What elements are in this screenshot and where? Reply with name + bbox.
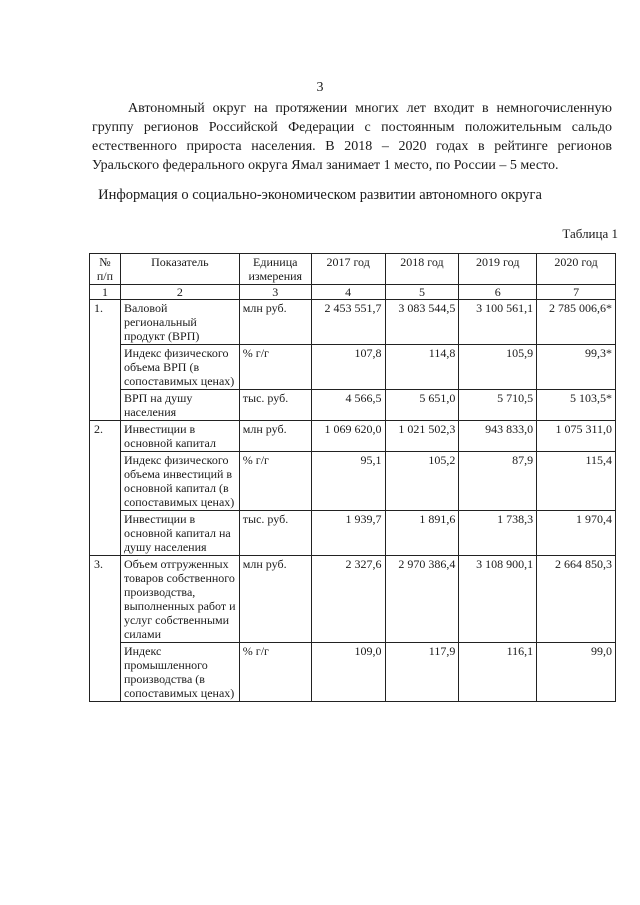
value-cell-2017: 2 327,6 — [311, 556, 385, 643]
indicator-cell: Объем отгруженных товаров собственного производства, выполненных работ и услуг собственными силами — [120, 556, 239, 643]
value-cell-2020: 2 785 006,6* — [537, 300, 616, 345]
table-row — [90, 390, 616, 421]
value-cell-2018: 3 083 544,5 — [385, 300, 459, 345]
value-cell-2017: 2 453 551,7 — [311, 300, 385, 345]
index-cell: 5 — [385, 285, 459, 300]
value-cell-2018: 105,2 — [385, 452, 459, 511]
table-row — [90, 345, 616, 390]
header-cell: 2017 год — [311, 254, 385, 285]
value-cell-2018: 1 021 502,3 — [385, 421, 459, 452]
page-number: 3 — [316, 80, 324, 95]
unit-cell: млн руб. — [239, 556, 311, 643]
value-cell-2019: 87,9 — [459, 452, 537, 511]
index-cell: 6 — [459, 285, 537, 300]
value-cell-2019: 105,9 — [459, 345, 537, 390]
indicator-cell: ВРП на душу населения — [120, 390, 239, 421]
unit-cell: тыс. руб. — [239, 390, 311, 421]
table-row — [90, 300, 616, 345]
value-cell-2020: 115,4 — [537, 452, 616, 511]
value-cell-2019: 116,1 — [459, 643, 537, 702]
value-cell-2017: 109,0 — [311, 643, 385, 702]
table-row — [90, 421, 616, 452]
unit-cell: % г/г — [239, 345, 311, 390]
value-cell-2020: 99,3* — [537, 345, 616, 390]
header-cell: 2020 год — [537, 254, 616, 285]
value-cell-2019: 5 710,5 — [459, 390, 537, 421]
header-cell: 2018 год — [385, 254, 459, 285]
indicators-table — [89, 253, 616, 702]
value-cell-2017: 4 566,5 — [311, 390, 385, 421]
value-cell-2017: 95,1 — [311, 452, 385, 511]
indicator-cell: Валовой региональный продукт (ВРП) — [120, 300, 239, 345]
value-cell-2020: 1 075 311,0 — [537, 421, 616, 452]
indicator-cell: Инвестиции в основной капитал на душу населения — [120, 511, 239, 556]
value-cell-2020: 1 970,4 — [537, 511, 616, 556]
table-row — [90, 511, 616, 556]
unit-cell: млн руб. — [239, 300, 311, 345]
table-row — [90, 452, 616, 511]
indicator-cell: Индекс промышленного производства (в сопоставимых ценах) — [120, 643, 239, 702]
intro-paragraph: Автономный округ на протяжении многих лет входит в немногочисленную группу регионов Российской Федерации с постоянным положительным сальдо естественного прироста населения. В 2018 – 2020 годах в рейтинге регионов Уральского федерального округа Ямал занимает 1 место, по России – 5 место. — [92, 101, 612, 173]
value-cell-2019: 3 108 900,1 — [459, 556, 537, 643]
value-cell-2018: 5 651,0 — [385, 390, 459, 421]
value-cell-2018: 1 891,6 — [385, 511, 459, 556]
index-cell: 7 — [537, 285, 616, 300]
value-cell-2020: 2 664 850,3 — [537, 556, 616, 643]
table-header-row — [90, 254, 616, 285]
table-row — [90, 643, 616, 702]
unit-cell: % г/г — [239, 643, 311, 702]
index-cell: 4 — [311, 285, 385, 300]
unit-cell: % г/г — [239, 452, 311, 511]
value-cell-2017: 107,8 — [311, 345, 385, 390]
table-index-row — [90, 285, 616, 300]
value-cell-2018: 114,8 — [385, 345, 459, 390]
indicator-cell: Индекс физического объема ВРП (в сопоставимых ценах) — [120, 345, 239, 390]
value-cell-2019: 1 738,3 — [459, 511, 537, 556]
value-cell-2018: 117,9 — [385, 643, 459, 702]
value-cell-2020: 5 103,5* — [537, 390, 616, 421]
table-row — [90, 556, 616, 643]
index-cell: 3 — [239, 285, 311, 300]
row-number-cell: 2. — [90, 421, 121, 556]
indicator-cell: Индекс физического объема инвестиций в основной капитал (в сопоставимых ценах) — [120, 452, 239, 511]
value-cell-2019: 3 100 561,1 — [459, 300, 537, 345]
index-cell: 2 — [120, 285, 239, 300]
index-cell: 1 — [90, 285, 121, 300]
value-cell-2017: 1 069 620,0 — [311, 421, 385, 452]
row-number-cell: 3. — [90, 556, 121, 702]
indicator-cell: Инвестиции в основной капитал — [120, 421, 239, 452]
section-title: Информация о социально-экономическом развитии автономного округа — [98, 187, 542, 203]
header-cell: Показатель — [120, 254, 239, 285]
value-cell-2019: 943 833,0 — [459, 421, 537, 452]
header-cell: № п/п — [90, 254, 121, 285]
value-cell-2017: 1 939,7 — [311, 511, 385, 556]
unit-cell: тыс. руб. — [239, 511, 311, 556]
value-cell-2018: 2 970 386,4 — [385, 556, 459, 643]
value-cell-2020: 99,0 — [537, 643, 616, 702]
header-cell: Единица измерения — [239, 254, 311, 285]
row-number-cell: 1. — [90, 300, 121, 421]
table-label: Таблица 1 — [562, 226, 618, 241]
unit-cell: млн руб. — [239, 421, 311, 452]
header-cell: 2019 год — [459, 254, 537, 285]
